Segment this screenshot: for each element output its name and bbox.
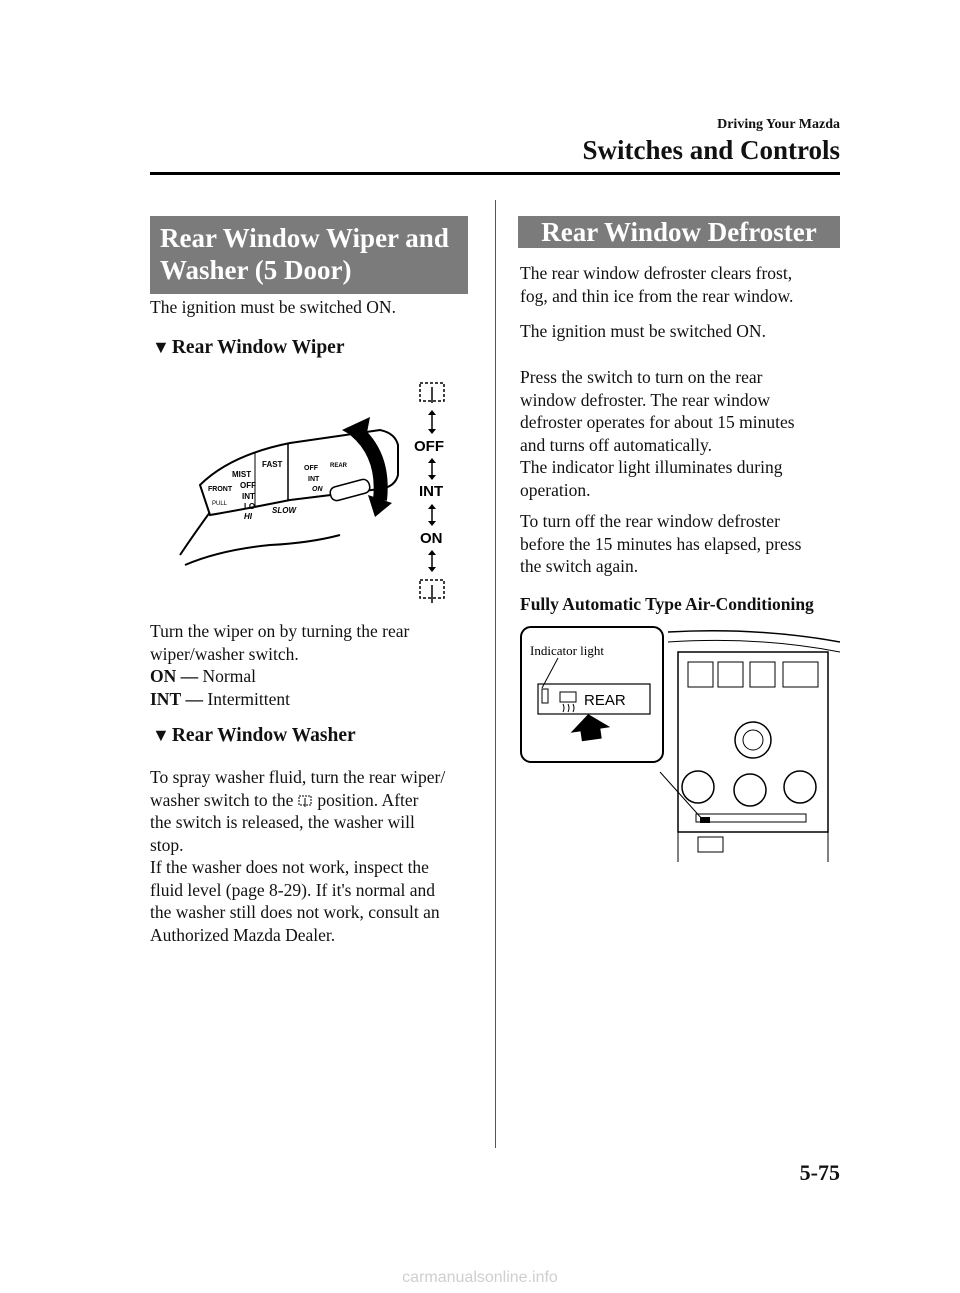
svg-text:OFF: OFF bbox=[304, 465, 318, 472]
svg-text:HI: HI bbox=[244, 512, 252, 521]
header-rule bbox=[150, 172, 840, 175]
svg-text:MIST: MIST bbox=[232, 470, 252, 479]
svg-text:FAST: FAST bbox=[262, 460, 283, 469]
svg-text:LO: LO bbox=[244, 502, 256, 511]
section-banner-defroster: Rear Window Defroster bbox=[518, 216, 840, 248]
svg-text:REAR: REAR bbox=[584, 692, 626, 709]
svg-text:PULL: PULL bbox=[212, 501, 228, 507]
rear-washer-icon bbox=[297, 794, 313, 808]
defroster-intro: The rear window defroster clears frost, fog, and thin ice from the rear window. bbox=[520, 263, 794, 306]
svg-text:FRONT: FRONT bbox=[208, 486, 233, 493]
defroster-turn-off: To turn off the rear window defroster before the 15 minutes has elapsed, press the switch again. bbox=[520, 511, 802, 576]
svg-text:OFF: OFF bbox=[414, 438, 444, 455]
watermark: carmanualsonline.info bbox=[402, 1269, 558, 1286]
subheading-wiper: ▼ Rear Window Wiper bbox=[152, 337, 345, 358]
int-definition: INT — Intermittent bbox=[150, 688, 290, 709]
svg-text:INT: INT bbox=[308, 476, 320, 483]
svg-text:ON: ON bbox=[312, 486, 323, 493]
svg-text:SLOW: SLOW bbox=[272, 506, 296, 515]
svg-text:REAR: REAR bbox=[330, 463, 348, 469]
wiper-instructions: Turn the wiper on by turning the rear wiper/washer switch. ON — Normal INT — Intermittent bbox=[150, 621, 410, 709]
svg-text:INT: INT bbox=[419, 483, 444, 500]
defroster-operation: Press the switch to turn on the rear window defroster. The rear window defroster operates for about 15 minutes and turns off automatically. The indicator light illuminates during operation. bbox=[520, 367, 795, 500]
column-divider bbox=[495, 200, 496, 1148]
page-number: 5-75 bbox=[799, 1160, 840, 1185]
page-title: Switches and Controls bbox=[582, 135, 840, 165]
svg-text:INT: INT bbox=[242, 492, 255, 501]
figure-caption: Fully Automatic Type Air-Conditioning bbox=[520, 594, 814, 614]
section-label: Driving Your Mazda bbox=[717, 117, 840, 132]
svg-text:Indicator light: Indicator light bbox=[530, 643, 605, 658]
washer-instructions: To spray washer fluid, turn the rear wiper/ washer switch to the position. After the switch is released, the washer will stop. If the washer does not work, inspect the fluid level (page 8-29). If it's normal and the washer still does not work, consult an Authorized Mazda Dealer. bbox=[150, 767, 446, 945]
ignition-note: The ignition must be switched ON. bbox=[150, 297, 396, 317]
on-definition: ON — Normal bbox=[150, 666, 256, 686]
rear-washer-icon bbox=[420, 383, 444, 403]
ignition-note-defroster: The ignition must be switched ON. bbox=[520, 321, 766, 341]
svg-text:OFF: OFF bbox=[240, 481, 256, 490]
triangle-marker-icon: ▼ bbox=[152, 337, 170, 357]
svg-text:ON: ON bbox=[420, 530, 443, 547]
section-banner-wiper-washer: Rear Window Wiper and Washer (5 Door) bbox=[150, 216, 468, 294]
subheading-washer: ▼ Rear Window Washer bbox=[152, 725, 356, 746]
triangle-marker-icon: ▼ bbox=[152, 725, 170, 745]
wiper-switch-figure bbox=[170, 375, 460, 615]
dashboard-figure bbox=[518, 622, 840, 862]
